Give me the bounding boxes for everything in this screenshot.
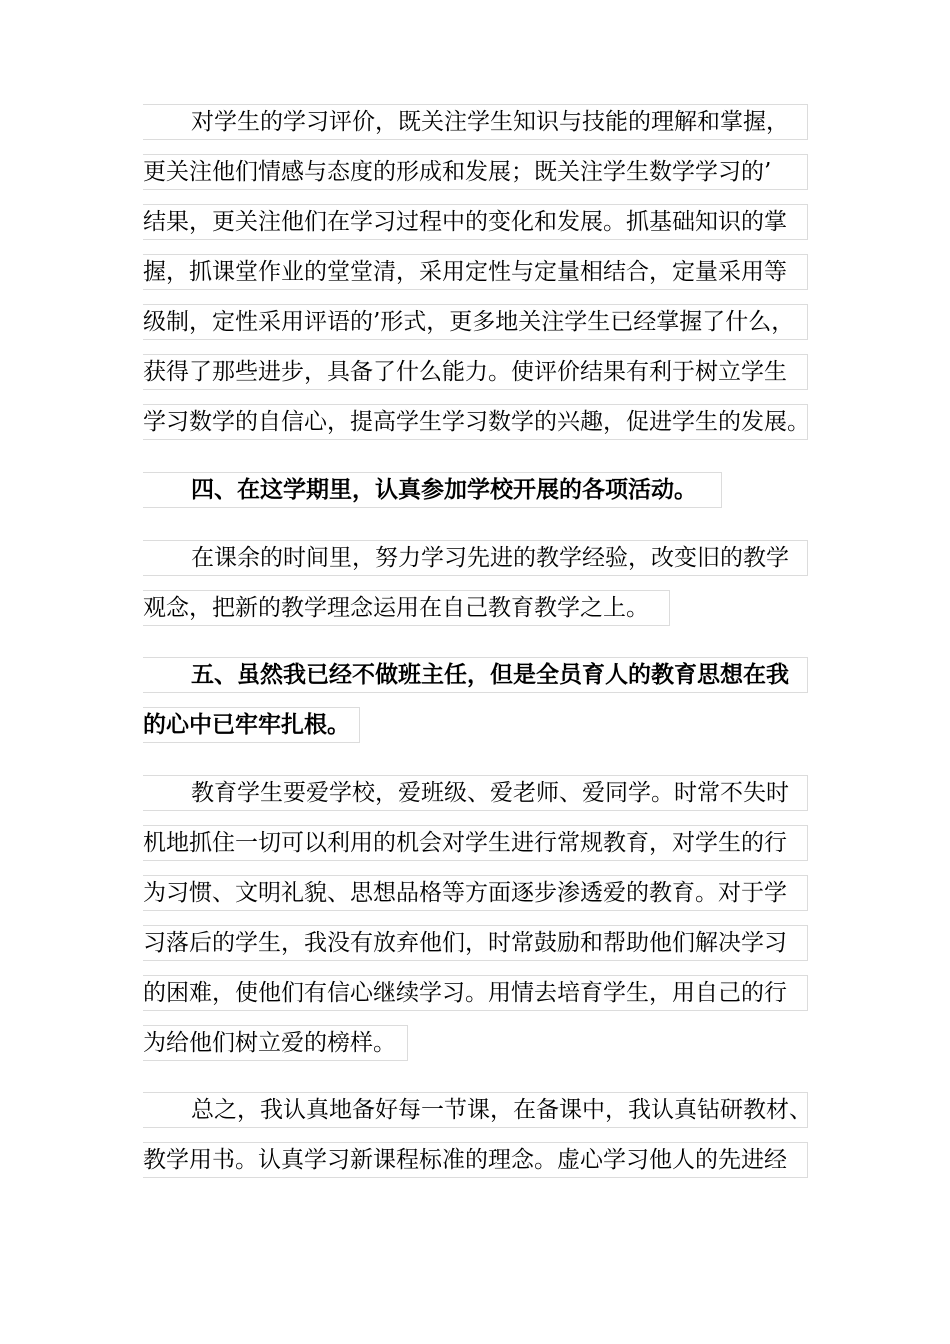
paragraph-1-line-4: 握，抓课堂作业的堂堂清，采用定性与定量相结合，定量采用等 [143, 254, 808, 290]
paragraph-2-line-1: 在课余的时间里，努力学习先进的教学经验，改变旧的教学 [143, 540, 808, 576]
section-heading-5-line-2: 的心中已牢牢扎根。 [143, 707, 360, 743]
paragraph-4-line-2: 教学用书。认真学习新课程标准的理念。虚心学习他人的先进经 [143, 1142, 808, 1178]
paragraph-1-line-5: 级制，定性采用评语的’形式，更多地关注学生已经掌握了什么， [143, 304, 808, 340]
paragraph-3-line-6: 为给他们树立爱的榜样。 [143, 1025, 408, 1061]
section-heading-5-line-1: 五、虽然我已经不做班主任，但是全员育人的教育思想在我 [143, 657, 808, 693]
paragraph-2-line-2: 观念，把新的教学理念运用在自己教育教学之上。 [143, 590, 670, 626]
paragraph-3-line-3: 为习惯、文明礼貌、思想品格等方面逐步渗透爱的教育。对于学 [143, 875, 808, 911]
paragraph-1-line-3: 结果，更关注他们在学习过程中的变化和发展。抓基础知识的掌 [143, 204, 808, 240]
paragraph-3-line-1: 教育学生要爱学校，爱班级、爱老师、爱同学。时常不失时 [143, 775, 808, 811]
section-heading-4: 四、在这学期里，认真参加学校开展的各项活动。 [143, 472, 722, 508]
paragraph-3-line-2: 机地抓住一切可以利用的机会对学生进行常规教育，对学生的行 [143, 825, 808, 861]
paragraph-4-line-1: 总之，我认真地备好每一节课，在备课中，我认真钻研教材、 [143, 1092, 808, 1128]
paragraph-3-line-4: 习落后的学生，我没有放弃他们，时常鼓励和帮助他们解决学习 [143, 925, 808, 961]
paragraph-1-line-1: 对学生的学习评价，既关注学生知识与技能的理解和掌握， [143, 104, 808, 140]
paragraph-1-line-6: 获得了那些进步，具备了什么能力。使评价结果有利于树立学生 [143, 354, 808, 390]
paragraph-1-line-7: 学习数学的自信心，提高学生学习数学的兴趣，促进学生的发展。 [143, 404, 808, 440]
paragraph-1-line-2: 更关注他们情感与态度的形成和发展；既关注学生数学学习的’ [143, 154, 808, 190]
paragraph-3-line-5: 的困难，使他们有信心继续学习。用情去培育学生，用自己的行 [143, 975, 808, 1011]
